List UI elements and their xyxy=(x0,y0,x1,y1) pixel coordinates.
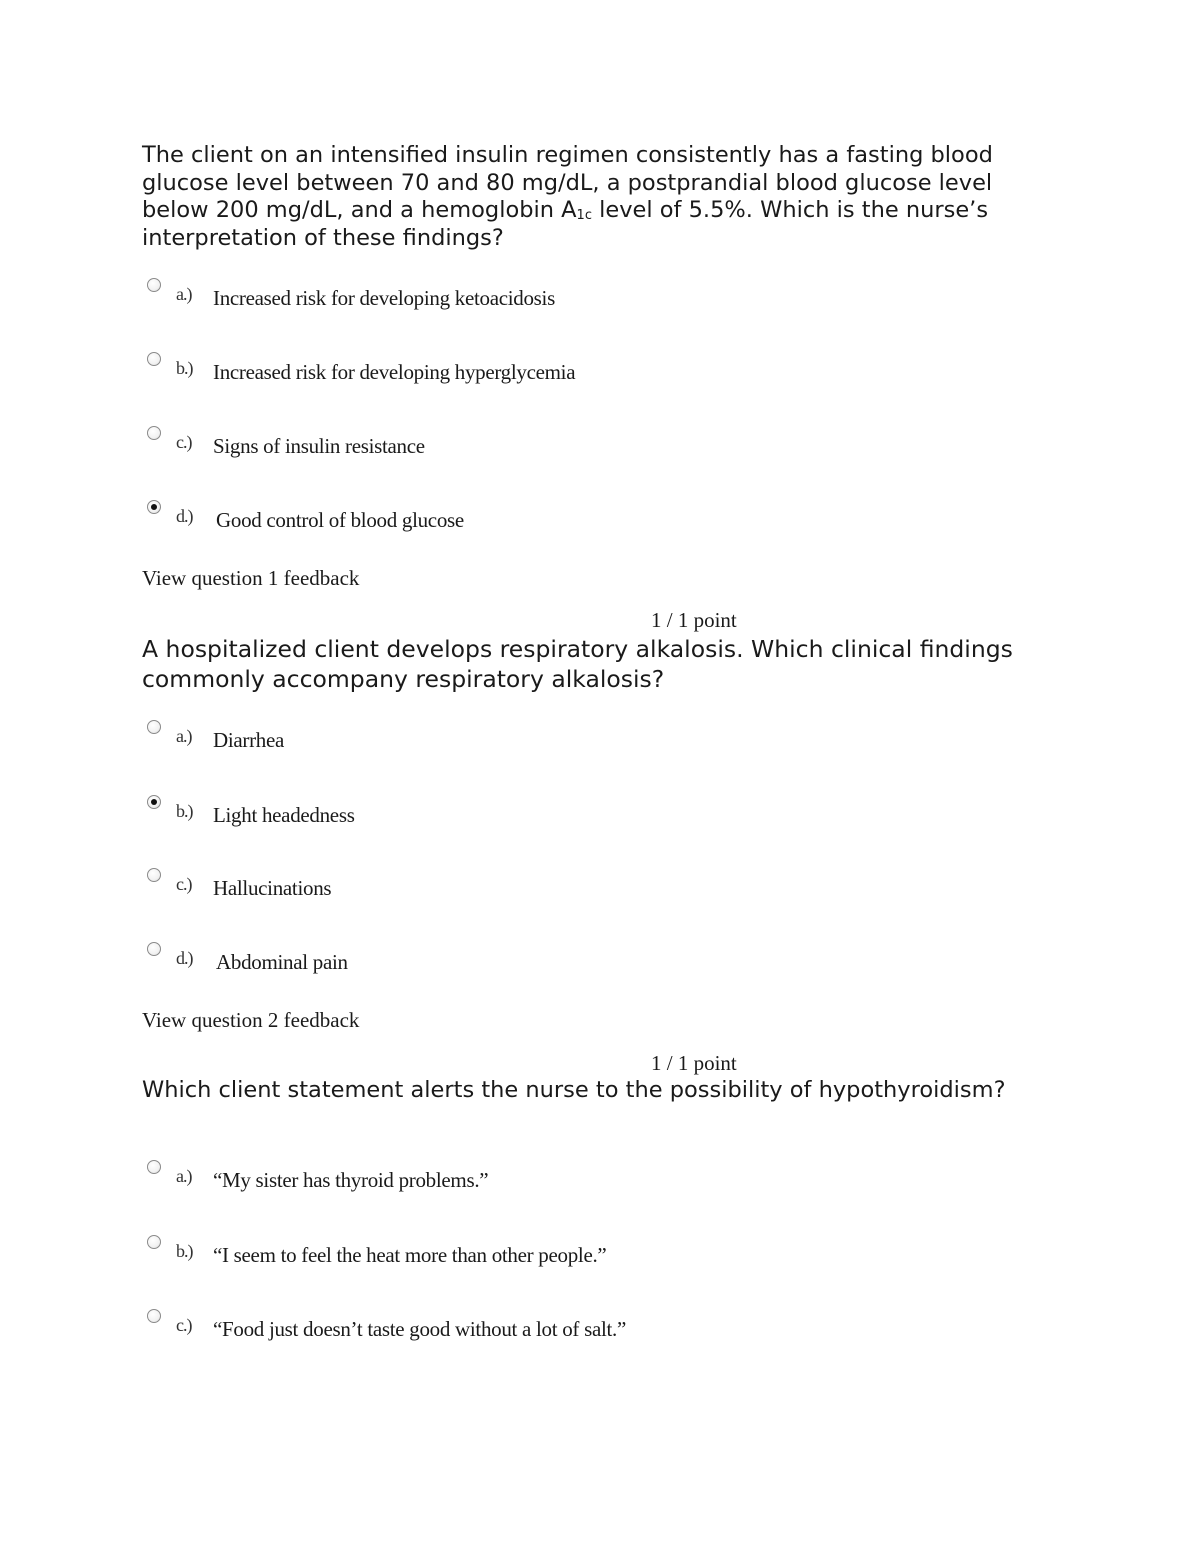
question-1-option-a[interactable] xyxy=(142,278,842,318)
option-label: “I seem to feel the heat more than other people.” xyxy=(213,1243,607,1267)
option-label: Light headedness xyxy=(213,803,355,827)
question-3-options xyxy=(142,1160,842,1360)
question-2-options xyxy=(142,720,842,990)
option-letter: d.) xyxy=(176,948,193,968)
question-1-options xyxy=(142,278,842,548)
question-3 xyxy=(142,1077,1062,1105)
view-question-2-feedback-link[interactable]: View question 2 feedback xyxy=(142,1008,360,1032)
option-label: Diarrhea xyxy=(213,728,285,752)
option-label: “My sister has thyroid problems.” xyxy=(213,1168,489,1192)
question-3-option-b[interactable] xyxy=(142,1235,842,1275)
question-2-option-d[interactable] xyxy=(142,942,842,982)
option-letter: d.) xyxy=(176,506,193,526)
question-1-option-b[interactable] xyxy=(142,352,842,392)
radio-button[interactable] xyxy=(147,720,161,734)
question-3-option-c[interactable] xyxy=(142,1309,842,1349)
option-label: Abdominal pain xyxy=(216,950,348,974)
question-2-option-c[interactable] xyxy=(142,868,842,908)
option-letter: a.) xyxy=(176,284,192,304)
question-1-option-d[interactable] xyxy=(142,500,842,540)
option-label: Good control of blood glucose xyxy=(216,508,464,532)
option-label: Increased risk for developing hyperglycemia xyxy=(213,360,576,384)
question-1-stem-subscript: 1c xyxy=(576,208,592,223)
radio-button[interactable] xyxy=(147,1235,161,1249)
question-1 xyxy=(142,142,1062,252)
radio-button[interactable] xyxy=(147,352,161,366)
radio-button[interactable] xyxy=(147,426,161,440)
option-letter: c.) xyxy=(176,1315,192,1335)
question-1-stem-text: The client on an intensified insulin regimen consistently has a fasting blood glucose level between 70 and 80 mg/dL, a postprandial blood glucose level below 200 mg/dL, and a hemoglobin A xyxy=(142,142,993,223)
option-label: Signs of insulin resistance xyxy=(213,434,425,458)
question-2-option-b[interactable] xyxy=(142,795,842,835)
view-question-1-feedback-link[interactable]: View question 1 feedback xyxy=(142,566,360,590)
option-letter: c.) xyxy=(176,432,192,452)
question-3-stem: Which client statement alerts the nurse to the possibility of hypothyroidism? xyxy=(142,1077,1006,1103)
option-letter: c.) xyxy=(176,874,192,894)
question-1-stem-text-end: level of 5.5%. Which is the nurse’s interpretation of these findings? xyxy=(142,197,989,251)
radio-button-selected[interactable] xyxy=(147,795,161,809)
radio-button[interactable] xyxy=(147,1160,161,1174)
option-label: Increased risk for developing ketoacidosis xyxy=(213,286,555,310)
radio-button[interactable] xyxy=(147,278,161,292)
option-letter: a.) xyxy=(176,726,192,746)
question-1-option-c[interactable] xyxy=(142,426,842,466)
option-label: Hallucinations xyxy=(213,876,332,900)
option-letter: b.) xyxy=(176,358,193,378)
radio-button-selected[interactable] xyxy=(147,500,161,514)
option-letter: b.) xyxy=(176,1241,193,1261)
question-3-option-a[interactable] xyxy=(142,1160,842,1200)
question-1-stem xyxy=(142,142,1062,252)
radio-button[interactable] xyxy=(147,868,161,882)
radio-button[interactable] xyxy=(147,1309,161,1323)
question-2-stem: A hospitalized client develops respiratory alkalosis. Which clinical findings commonly accompany respiratory alkalosis? xyxy=(142,635,1013,693)
radio-button[interactable] xyxy=(147,942,161,956)
option-letter: b.) xyxy=(176,801,193,821)
question-2-option-a[interactable] xyxy=(142,720,842,760)
option-letter: a.) xyxy=(176,1166,192,1186)
question-2-points: 1 / 1 point xyxy=(651,608,737,632)
question-3-points: 1 / 1 point xyxy=(651,1051,737,1075)
question-2 xyxy=(142,634,1062,694)
option-label: “Food just doesn’t taste good without a lot of salt.” xyxy=(213,1317,627,1341)
